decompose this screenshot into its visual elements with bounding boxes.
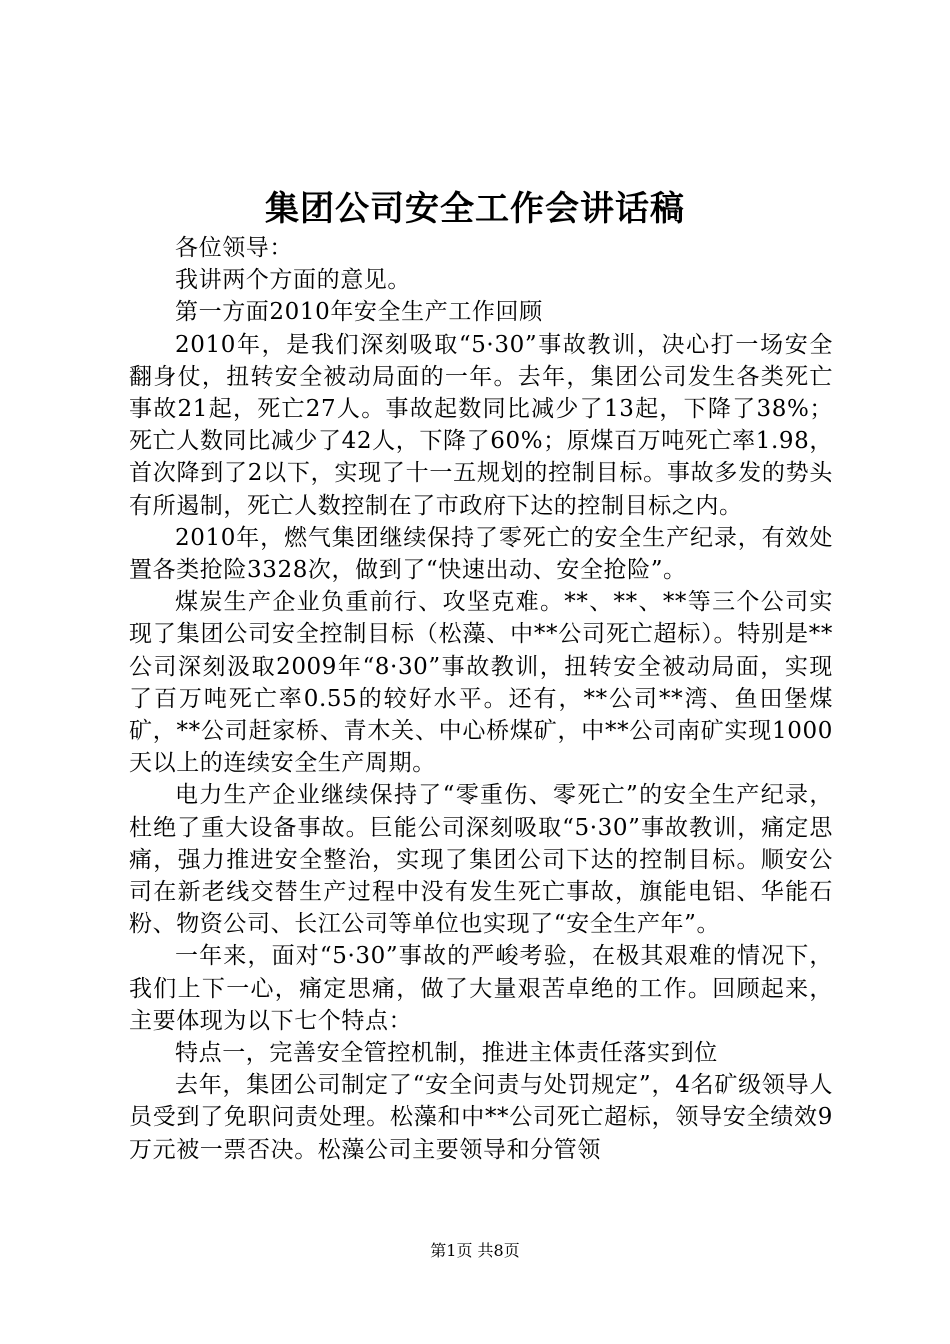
- section-heading: 第一方面2010年安全生产工作回顾: [175, 299, 543, 326]
- page-indicator: 第1页 共8页: [430, 1241, 520, 1260]
- document-body: [129, 232, 833, 1166]
- paragraph: 一年来，面对“5·30”事故的严峻考验，在极其艰难的情况下，我们上下一心，痛定思痛，做了大量艰苦卓绝的工作。回顾起来，主要体现为以下七个特点：: [129, 943, 833, 1034]
- paragraph-intro: 我讲两个方面的意见。: [175, 267, 411, 294]
- paragraph: 电力生产企业继续保持了“零重伤、零死亡”的安全生产纪录，杜绝了重大设备事故。巨能公司深刻吸取“5·30”事故教训，痛定思痛，强力推进安全整治，实现了集团公司下达的控制目标。顺安公司在新老线交替生产过程中没有发生死亡事故，旗能电铝、华能石粉、物资公司、长江公司等单位也实现了“安全生产年”。: [129, 782, 833, 938]
- subsection-heading: 特点一，完善安全管控机制，推进主体责任落实到位: [175, 1040, 718, 1067]
- paragraph: 煤炭生产企业负重前行、攻坚克难。**、**、**等三个公司实现了集团公司安全控制目标（松藻、中**公司死亡超标）。特别是**公司深刻汲取2009年“8·30”事故教训，扭转安全被动局面，实现了百万吨死亡率0.55的较好水平。还有，**公司**湾、鱼田堡煤矿，**公司赶家桥、青木关、中心桥煤矿，中**公司南矿实现1000天以上的连续安全生产周期。: [129, 589, 833, 777]
- document-title: 集团公司安全工作会讲话稿: [265, 189, 685, 229]
- paragraph: 2010年，燃气集团继续保持了零死亡的安全生产纪录，有效处置各类抢险3328次，做到了“快速出动、安全抢险”。: [129, 524, 833, 584]
- paragraph-salutation: 各位领导：: [175, 235, 293, 261]
- paragraph: 2010年，是我们深刻吸取“5·30”事故教训，决心打一场安全翻身仗，扭转安全被动局面的一年。去年，集团公司发生各类死亡事故21起，死亡27人。事故起数同比减少了13起，下降了38%；死亡人数同比减少了42人，下降了60%；原煤百万吨死亡率1.98，首次降到了2以下，实现了十一五规划的控制目标。事故多发的势头有所遏制，死亡人数控制在了市政府下达的控制目标之内。: [129, 331, 833, 519]
- paragraph: 去年，集团公司制定了“安全问责与处罚规定”，4名矿级领导人员受到了免职问责处理。松藻和中**公司死亡超标，领导安全绩效9万元被一票否决。松藻公司主要领导和分管领: [129, 1072, 833, 1163]
